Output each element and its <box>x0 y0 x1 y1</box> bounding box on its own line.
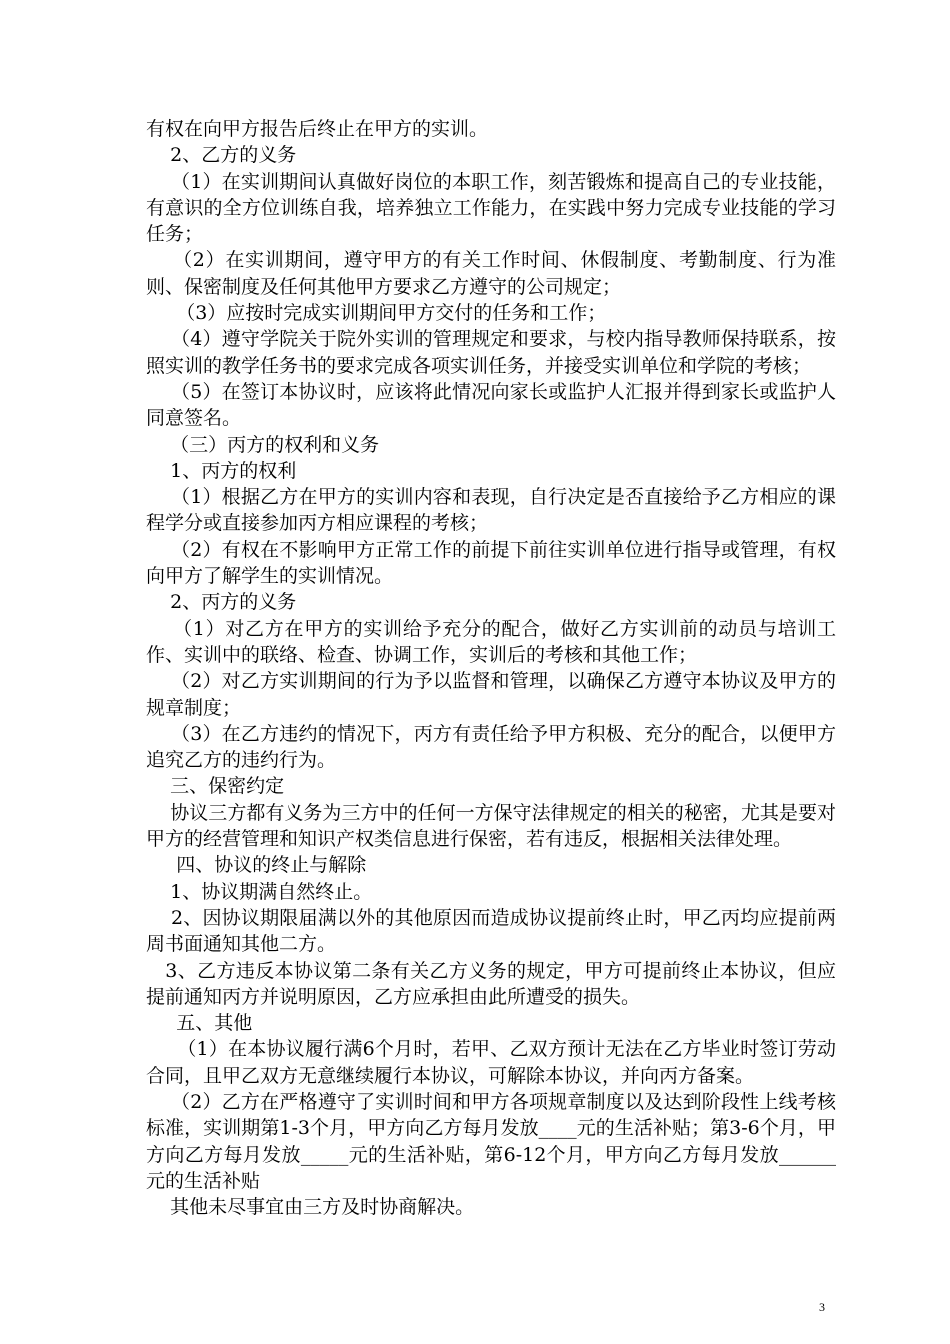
section-heading: 四、协议的终止与解除 <box>146 854 367 877</box>
paragraph: （3）在乙方违约的情况下，丙方有责任给予甲方积极、充分的配合，以便甲方追究乙方的违约行为。 <box>146 722 836 772</box>
section-heading: 五、其他 <box>146 1012 253 1035</box>
paragraph: （1）对乙方在甲方的实训给予充分的配合，做好乙方实训前的动员与培训工作、实训中的联络、检查、协调工作，实训后的考核和其他工作； <box>146 617 836 666</box>
paragraph: 有权在向甲方报告后终止在甲方的实训。 <box>146 118 489 140</box>
paragraph: （1）在本协议履行满6个月时，若甲、乙双方预计无法在乙方毕业时签订劳动合同，且甲乙双方无意继续履行本协议，可解除本协议，并向丙方备案。 <box>146 1038 836 1087</box>
paragraph: 3、乙方违反本协议第二条有关乙方义务的规定，甲方可提前终止本协议，但应提前通知丙方并说明原因，乙方应承担由此所遭受的损失。 <box>146 959 837 1008</box>
paragraph: （2）有权在不影响甲方正常工作的前提下前往实训单位进行指导或管理，有权向甲方了解学生的实训情况。 <box>146 538 836 588</box>
section-heading: 1、丙方的权利 <box>146 459 297 482</box>
section-heading: 2、丙方的义务 <box>146 591 297 614</box>
paragraph: 1、协议期满自然终止。 <box>146 880 373 903</box>
paragraph: （2）在实训期间，遵守甲方的有关工作时间、休假制度、考勤制度、行为准则、保密制度及任何其他甲方要求乙方遵守的公司规定； <box>146 249 836 298</box>
paragraph: （1）根据乙方在甲方的实训内容和表现，自行决定是否直接给予乙方相应的课程学分或直接参加丙方相应课程的考核； <box>146 486 836 535</box>
paragraph: 协议三方都有义务为三方中的任何一方保守法律规定的相关的秘密，尤其是要对甲方的经营管理和知识产权类信息进行保密，若有违反，根据相关法律处理。 <box>146 801 836 851</box>
paragraph: 2、因协议期限届满以外的其他原因而造成协议提前终止时，甲乙丙均应提前两周书面通知其他二方。 <box>146 906 836 956</box>
paragraph: （1）在实训期间认真做好岗位的本职工作，刻苦锻炼和提高自己的专业技能，有意识的全方位训练自我，培养独立工作能力，在实践中努力完成专业技能的学习任务； <box>146 170 836 246</box>
paragraph: （3）应按时完成实训期间甲方交付的任务和工作； <box>146 302 607 325</box>
paragraph: （4）遵守学院关于院外实训的管理规定和要求，与校内指导教师保持联系，按照实训的教学任务书的要求完成各项实训任务，并接受实训单位和学院的考核； <box>146 328 836 377</box>
section-heading: 2、乙方的义务 <box>146 144 297 167</box>
paragraph: （5）在签订本协议时，应该将此情况向家长或监护人汇报并得到家长或监护人同意签名。 <box>146 380 836 430</box>
paragraph: （2）乙方在严格遵守了实训时间和甲方各项规章制度以及达到阶段性上线考核标准，实训期第1-3个月，甲方向乙方每月发放____元的生活补贴；第3-6个月，甲方向乙方每月发放_____元的生活补贴，第6-12个月，甲方向乙方每月发放______元的生活补贴 <box>146 1090 836 1192</box>
document-body <box>146 116 836 1220</box>
paragraph: 其他未尽事宜由三方及时协商解决。 <box>146 1196 475 1219</box>
section-heading: 三、保密约定 <box>146 775 285 798</box>
section-heading: （三）丙方的权利和义务 <box>146 433 380 456</box>
paragraph: （2）对乙方实训期间的行为予以监督和管理，以确保乙方遵守本协议及甲方的规章制度； <box>146 670 836 719</box>
page-number: 3 <box>819 1300 825 1314</box>
